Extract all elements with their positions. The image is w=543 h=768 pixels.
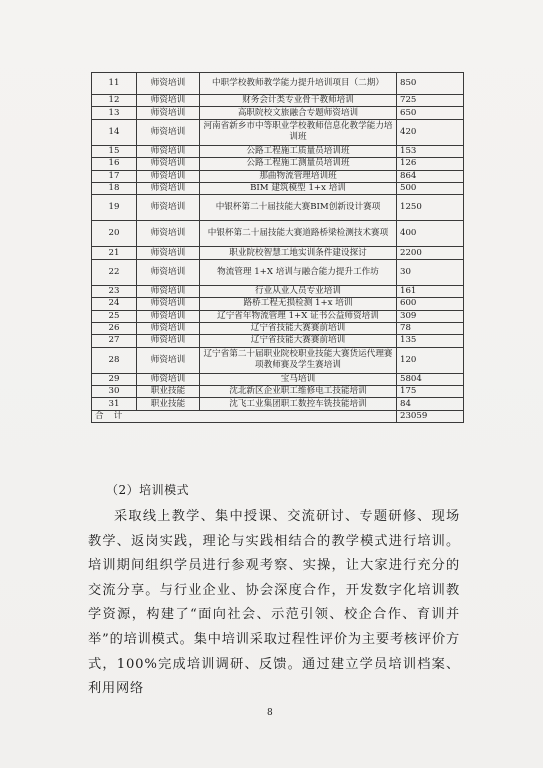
row-project-name: 沈飞工业集团职工数控车铣技能培训 [200, 398, 397, 410]
table-row [92, 310, 464, 322]
table-row [92, 107, 464, 119]
row-count: 161 [397, 285, 464, 297]
row-type: 职业技能 [137, 386, 200, 398]
table-row [92, 170, 464, 182]
row-project-name: 那曲物流管理培训班 [200, 170, 397, 182]
row-project-name: 高职院校文旅融合专题师资培训 [200, 107, 397, 119]
row-count: 650 [397, 107, 464, 119]
row-project-name: 宝马培训 [200, 373, 397, 385]
table-row [92, 95, 464, 107]
total-label: 合计 [92, 410, 397, 422]
row-number: 25 [92, 310, 137, 322]
row-type: 师资培训 [137, 73, 200, 95]
table-row [92, 73, 464, 95]
row-type: 师资培训 [137, 95, 200, 107]
page-number: 8 [267, 708, 273, 718]
row-project-name: 物流管理 1+X 培训与融合能力提升工作坊 [200, 259, 397, 285]
row-number: 11 [92, 73, 137, 95]
row-type: 师资培训 [137, 285, 200, 297]
row-number: 19 [92, 195, 137, 221]
row-count: 850 [397, 73, 464, 95]
table-row [92, 298, 464, 310]
row-type: 师资培训 [137, 347, 200, 373]
row-count: 725 [397, 95, 464, 107]
row-project-name: 中职学校教师教学能力提升培训项目（二期） [200, 73, 397, 95]
row-project-name: 行业从业人员专业培训 [200, 285, 397, 297]
row-type: 师资培训 [137, 322, 200, 334]
row-count: 135 [397, 335, 464, 347]
row-number: 30 [92, 386, 137, 398]
row-project-name: 公路工程施工测量员培训班 [200, 158, 397, 170]
row-project-name: 辽宁省年物流管理 1+X 证书公益师资培训 [200, 310, 397, 322]
row-type: 师资培训 [137, 259, 200, 285]
row-type: 师资培训 [137, 373, 200, 385]
row-count: 1250 [397, 195, 464, 221]
row-project-name: 中银杯第二十届技能大赛BIM创新设计赛项 [200, 195, 397, 221]
table-row [92, 119, 464, 145]
body-paragraph: 采取线上教学、集中授课、交流研讨、专题研修、现场教学、返岗实践，理论与实践相结合的教学模式进行培训。培训期间组织学员进行参观考察、实操，让大家进行充分的交流分享。与行业企业、协会深度合作，开发数字化培训教学资源，构建了“面向社会、示范引领、校企合作、育训并举”的培训模式。集中培训采取过程性评价为主要考核评价方式，100%完成培训调研、反馈。通过建立学员培训档案、利用网络 [88, 509, 460, 697]
row-type: 师资培训 [137, 107, 200, 119]
training-table [91, 72, 464, 423]
row-number: 20 [92, 221, 137, 247]
row-project-name: 辽宁省技能大赛赛前培训 [200, 335, 397, 347]
row-number: 26 [92, 322, 137, 334]
row-project-name: 沈北新区企业职工维修电工技能培训 [200, 386, 397, 398]
row-type: 师资培训 [137, 335, 200, 347]
row-number: 13 [92, 107, 137, 119]
row-number: 29 [92, 373, 137, 385]
row-type: 师资培训 [137, 221, 200, 247]
row-type: 师资培训 [137, 182, 200, 194]
row-count: 126 [397, 158, 464, 170]
row-number: 15 [92, 145, 137, 157]
row-project-name: 职业院校智慧工地实训条件建设探讨 [200, 247, 397, 259]
row-number: 21 [92, 247, 137, 259]
row-count: 78 [397, 322, 464, 334]
row-count: 153 [397, 145, 464, 157]
row-project-name: 河南省新乡市中等职业学校教师信息化教学能力培训班 [200, 119, 397, 145]
row-count: 400 [397, 221, 464, 247]
table-row [92, 221, 464, 247]
row-type: 师资培训 [137, 145, 200, 157]
row-count: 309 [397, 310, 464, 322]
table-row [92, 158, 464, 170]
row-type: 师资培训 [137, 195, 200, 221]
row-project-name: 公路工程施工质量员培训班 [200, 145, 397, 157]
row-project-name: 财务会计类专业骨干教师培训 [200, 95, 397, 107]
row-project-name: 辽宁省第二十届职业院校职业技能大赛货运代理赛项教师赛及学生赛培训 [200, 347, 397, 373]
table-row [92, 347, 464, 373]
row-number: 27 [92, 335, 137, 347]
total-row [92, 410, 464, 422]
row-number: 14 [92, 119, 137, 145]
row-count: 600 [397, 298, 464, 310]
row-type: 职业技能 [137, 398, 200, 410]
section-heading: （2）培训模式 [106, 483, 190, 497]
row-type: 师资培训 [137, 170, 200, 182]
table-row [92, 386, 464, 398]
row-number: 23 [92, 285, 137, 297]
training-table-body [92, 73, 464, 423]
table-row [92, 247, 464, 259]
row-type: 师资培训 [137, 298, 200, 310]
table-row [92, 322, 464, 334]
row-number: 28 [92, 347, 137, 373]
table-row [92, 373, 464, 385]
row-number: 12 [92, 95, 137, 107]
table-row [92, 182, 464, 194]
total-value: 23059 [397, 410, 464, 422]
row-project-name: 路桥工程无损检测 1+x 培训 [200, 298, 397, 310]
table-row [92, 335, 464, 347]
table-row [92, 145, 464, 157]
row-count: 5804 [397, 373, 464, 385]
table-row [92, 195, 464, 221]
table-row [92, 259, 464, 285]
row-project-name: 中银杯第二十届技能大赛道路桥梁检测技术赛项 [200, 221, 397, 247]
row-count: 864 [397, 170, 464, 182]
row-project-name: BIM 建筑模型 1+x 培训 [200, 182, 397, 194]
row-project-name: 辽宁省技能大赛赛前培训 [200, 322, 397, 334]
row-number: 17 [92, 170, 137, 182]
row-number: 24 [92, 298, 137, 310]
row-count: 30 [397, 259, 464, 285]
row-count: 84 [397, 398, 464, 410]
row-number: 22 [92, 259, 137, 285]
row-number: 18 [92, 182, 137, 194]
row-count: 420 [397, 119, 464, 145]
row-type: 师资培训 [137, 247, 200, 259]
row-count: 175 [397, 386, 464, 398]
row-number: 31 [92, 398, 137, 410]
row-count: 120 [397, 347, 464, 373]
row-count: 2200 [397, 247, 464, 259]
row-type: 师资培训 [137, 119, 200, 145]
row-type: 师资培训 [137, 310, 200, 322]
row-count: 500 [397, 182, 464, 194]
table-row [92, 398, 464, 410]
row-type: 师资培训 [137, 158, 200, 170]
table-row [92, 285, 464, 297]
row-number: 16 [92, 158, 137, 170]
